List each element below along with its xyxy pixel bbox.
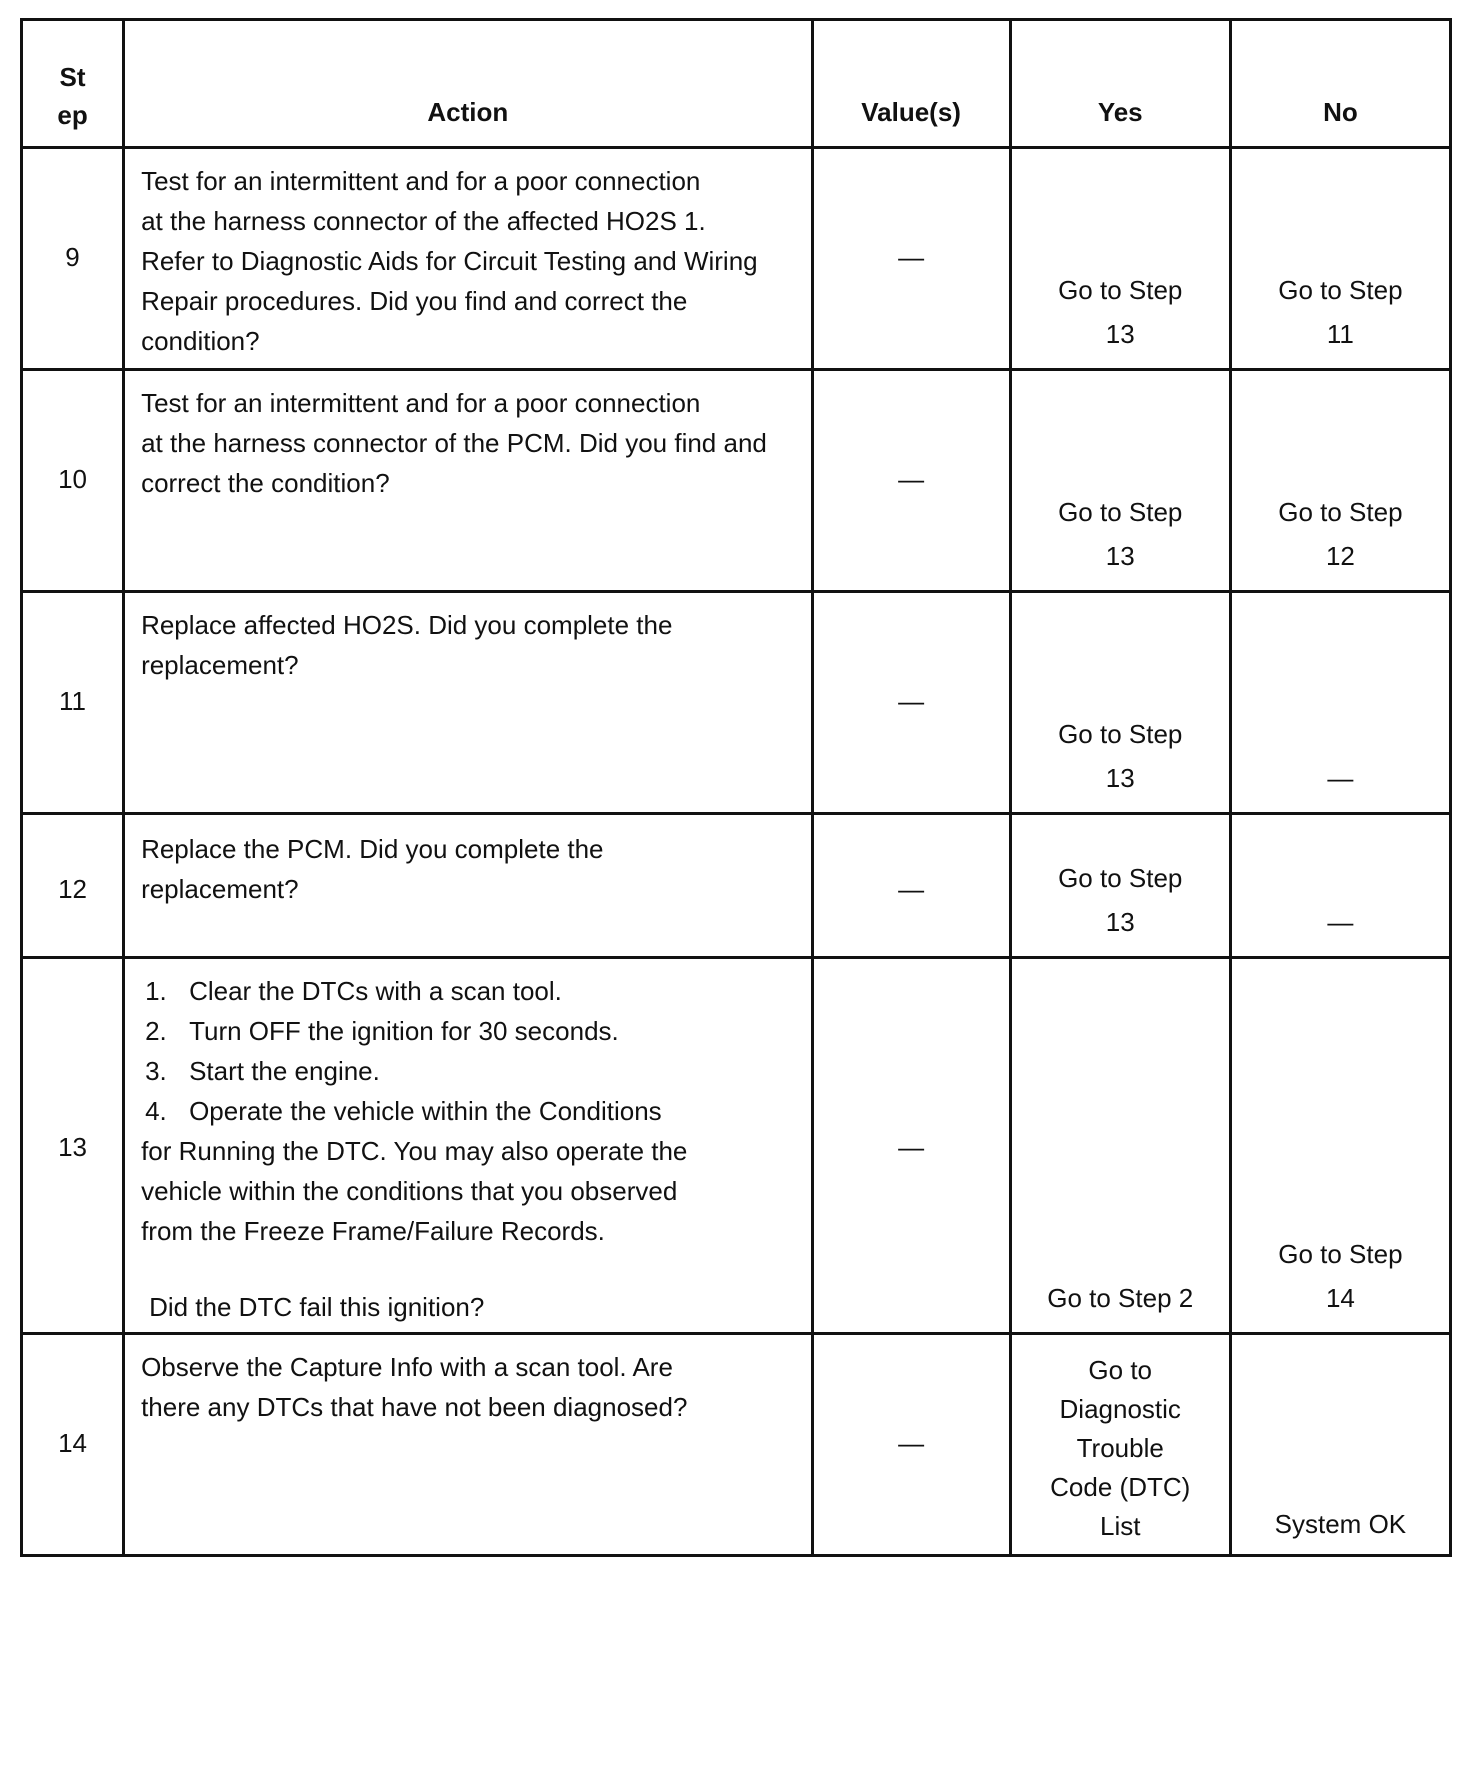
no-cell <box>1230 1334 1450 1556</box>
action-line: Refer to Diagnostic Aids for Circuit Testing and Wiring <box>141 246 758 276</box>
action-cell <box>124 958 812 1334</box>
yes-result: Go to Step 13 <box>1058 275 1183 349</box>
value-dash: — <box>898 1428 925 1458</box>
action-line: from the Freeze Frame/Failure Records. <box>141 1216 605 1246</box>
yes-cell <box>1010 814 1230 958</box>
list-text: Start the engine. <box>189 1056 380 1086</box>
action-cell <box>124 592 812 814</box>
table-row <box>22 1334 1451 1556</box>
step-cell <box>22 1334 124 1556</box>
value-cell <box>812 592 1010 814</box>
list-item <box>141 971 798 1011</box>
yes-result: Go to Step 13 <box>1058 863 1183 937</box>
list-text: Clear the DTCs with a scan tool. <box>189 976 562 1006</box>
yes-result: Go to Step 2 <box>1047 1283 1194 1313</box>
header-no: No <box>1230 20 1450 148</box>
table-row <box>22 814 1451 958</box>
table-header-row <box>22 20 1451 148</box>
no-cell <box>1230 148 1450 370</box>
action-line: Replace the PCM. Did you complete the <box>141 834 604 864</box>
action-line: Test for an intermittent and for a poor connection <box>141 166 701 196</box>
list-number: 1. <box>145 976 167 1006</box>
step-number: 10 <box>58 464 87 494</box>
list-item <box>141 1011 798 1051</box>
yes-cell <box>1010 958 1230 1334</box>
value-cell <box>812 958 1010 1334</box>
no-result: — <box>1327 907 1354 937</box>
no-result: System OK <box>1274 1509 1407 1539</box>
step-cell <box>22 814 124 958</box>
yes-cell <box>1010 148 1230 370</box>
no-cell <box>1230 370 1450 592</box>
list-text: Turn OFF the ignition for 30 seconds. <box>189 1016 619 1046</box>
action-line: replacement? <box>141 874 299 904</box>
value-dash: — <box>898 464 925 494</box>
table-row <box>22 370 1451 592</box>
list-text: Operate the vehicle within the Conditions <box>189 1096 662 1126</box>
yes-cell <box>1010 370 1230 592</box>
no-cell <box>1230 814 1450 958</box>
yes-result: Go to Step 13 <box>1058 719 1183 793</box>
step-number: 14 <box>58 1428 87 1458</box>
value-cell <box>812 814 1010 958</box>
action-line: vehicle within the conditions that you observed <box>141 1176 678 1206</box>
step-cell <box>22 148 124 370</box>
list-item <box>141 1091 798 1131</box>
value-dash: — <box>898 686 925 716</box>
action-cell <box>124 1334 812 1556</box>
action-line: at the harness connector of the PCM. Did you find and <box>141 428 767 458</box>
header-values: Value(s) <box>812 20 1010 148</box>
header-action: Action <box>124 20 812 148</box>
value-dash: — <box>898 874 925 904</box>
action-cell <box>124 814 812 958</box>
step-number: 11 <box>59 686 87 716</box>
action-line: correct the condition? <box>141 468 390 498</box>
list-number: 4. <box>145 1096 167 1126</box>
action-line: at the harness connector of the affected HO2S 1. <box>141 206 706 236</box>
step-cell <box>22 370 124 592</box>
yes-result: Go to Diagnostic Trouble Code (DTC) List <box>1050 1355 1191 1541</box>
yes-cell <box>1010 592 1230 814</box>
step-number: 12 <box>58 874 87 904</box>
header-step <box>22 20 124 148</box>
action-line: Observe the Capture Info with a scan tool. Are <box>141 1352 673 1382</box>
value-cell <box>812 370 1010 592</box>
step-cell <box>22 592 124 814</box>
header-yes: Yes <box>1010 20 1230 148</box>
value-dash: — <box>898 1132 925 1162</box>
diagnostic-steps-table <box>20 18 1452 1557</box>
action-cell <box>124 148 812 370</box>
step-number: 13 <box>58 1132 87 1162</box>
action-line: there any DTCs that have not been diagnosed? <box>141 1392 688 1422</box>
list-number: 2. <box>145 1016 167 1046</box>
header-step-line1: St <box>59 62 86 92</box>
table-row <box>22 592 1451 814</box>
step-number: 9 <box>65 242 80 272</box>
action-line: Replace affected HO2S. Did you complete the <box>141 610 673 640</box>
action-line: condition? <box>141 326 260 356</box>
no-result: Go to Step 11 <box>1278 275 1403 349</box>
no-result: Go to Step 12 <box>1278 497 1403 571</box>
value-cell <box>812 1334 1010 1556</box>
value-cell <box>812 148 1010 370</box>
action-line: for Running the DTC. You may also operate the <box>141 1136 688 1166</box>
action-line: replacement? <box>141 650 299 680</box>
yes-result: Go to Step 13 <box>1058 497 1183 571</box>
header-step-line2: ep <box>57 100 88 130</box>
step-cell <box>22 958 124 1334</box>
action-line: Test for an intermittent and for a poor connection <box>141 388 701 418</box>
no-cell <box>1230 958 1450 1334</box>
no-result: — <box>1327 763 1354 793</box>
value-dash: — <box>898 242 925 272</box>
table-row <box>22 958 1451 1334</box>
no-cell <box>1230 592 1450 814</box>
list-number: 3. <box>145 1056 167 1086</box>
yes-cell <box>1010 1334 1230 1556</box>
diagnostic-table-page <box>20 18 1452 1557</box>
action-line: Repair procedures. Did you find and correct the <box>141 286 688 316</box>
no-result: Go to Step 14 <box>1278 1239 1403 1313</box>
action-question: Did the DTC fail this ignition? <box>149 1292 485 1322</box>
list-item <box>141 1051 798 1091</box>
table-row <box>22 148 1451 370</box>
action-cell <box>124 370 812 592</box>
